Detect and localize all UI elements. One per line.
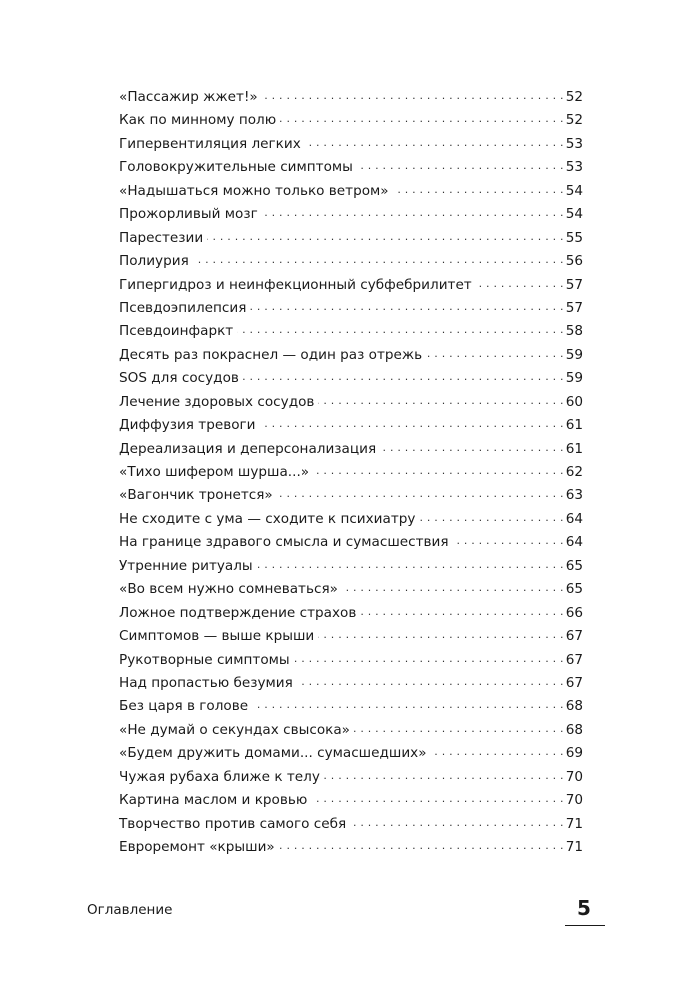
toc-entry bbox=[119, 625, 583, 648]
toc-entry-title: Дереализация и деперсонализация bbox=[119, 440, 377, 457]
toc-entry bbox=[119, 320, 583, 343]
toc-entry-page: 53 bbox=[565, 135, 583, 152]
toc-entry bbox=[119, 414, 583, 437]
toc-entry-page: 57 bbox=[565, 299, 583, 316]
toc-entry-title: Симптомов — выше крыши bbox=[119, 628, 315, 645]
toc-dot-leader bbox=[354, 724, 564, 734]
toc-entry-page: 52 bbox=[565, 112, 583, 129]
toc-dot-leader bbox=[250, 302, 563, 312]
toc-entry-page: 54 bbox=[565, 206, 583, 223]
toc-entry-title: Псевдоинфаркт bbox=[119, 323, 234, 340]
toc-entry bbox=[119, 367, 583, 390]
toc-entry-page: 57 bbox=[565, 276, 583, 293]
toc-entry-page: 62 bbox=[565, 464, 583, 480]
toc-entry bbox=[119, 649, 583, 672]
toc-entry-page: 65 bbox=[565, 581, 583, 598]
toc-entry bbox=[119, 86, 583, 109]
toc-entry-title: Как по минному полю bbox=[119, 112, 277, 129]
page-number-rule bbox=[565, 925, 605, 926]
toc-entry-page: 71 bbox=[565, 815, 583, 832]
toc-entry-title: «Надышаться можно только ветром» bbox=[119, 182, 389, 199]
toc-entry-page: 66 bbox=[565, 604, 583, 621]
toc-entry-page: 70 bbox=[565, 792, 583, 809]
toc-entry-title: Десять раз покраснел — один раз отрежь bbox=[119, 346, 423, 363]
toc-entry-title: Гипергидроз и неинфекционный субфебрилитет bbox=[119, 276, 472, 293]
toc-entry-page: 55 bbox=[565, 229, 583, 246]
toc-entry-title: «Тихо шифером шурша...» bbox=[119, 464, 310, 480]
toc-entry-title: Ложное подтверждение страхов bbox=[119, 604, 357, 621]
toc-entry-title: «Не думай о секундах свысока» bbox=[119, 721, 350, 738]
toc-entry bbox=[119, 484, 583, 507]
toc-entry bbox=[119, 274, 583, 297]
toc-entry bbox=[119, 578, 583, 601]
toc-entry-page: 68 bbox=[565, 698, 583, 715]
toc-entry-title: «Пассажир жжет!» bbox=[119, 89, 258, 105]
toc-dot-leader bbox=[318, 630, 563, 640]
toc-entry bbox=[119, 250, 583, 273]
toc-dot-leader bbox=[311, 794, 563, 804]
toc-entry-title: Чужая рубаха ближе к телу bbox=[119, 768, 320, 785]
toc-entry-page: 59 bbox=[565, 370, 583, 387]
toc-entry bbox=[119, 109, 583, 132]
toc-entry bbox=[119, 227, 583, 250]
toc-entry-title: SOS для сосудов bbox=[119, 370, 239, 387]
toc-entry-title: Евроремонт «крыши» bbox=[119, 839, 275, 855]
toc-entry-title: «Будем дружить домами... сумасшедших» bbox=[119, 745, 427, 762]
toc-entry bbox=[119, 156, 583, 179]
toc-entry-title: «Вагончик тронется» bbox=[119, 487, 273, 504]
toc-dot-leader bbox=[277, 489, 564, 499]
toc-entry bbox=[119, 813, 583, 836]
toc-dot-leader bbox=[257, 560, 564, 570]
toc-dot-leader bbox=[431, 747, 564, 757]
toc-dot-leader bbox=[237, 325, 563, 335]
toc-entry-title: Над пропастью безумия bbox=[119, 674, 293, 691]
toc-dot-leader bbox=[360, 607, 563, 617]
toc-entry-page: 53 bbox=[565, 159, 583, 176]
toc-entry bbox=[119, 742, 583, 765]
toc-dot-leader bbox=[342, 583, 564, 593]
toc-entry-title: Не сходите с ума — сходите к психиатру bbox=[119, 510, 416, 527]
toc-entry bbox=[119, 836, 583, 859]
toc-entry bbox=[119, 203, 583, 226]
toc-entry bbox=[119, 438, 583, 461]
toc-dot-leader bbox=[419, 513, 563, 523]
toc-dot-leader bbox=[297, 677, 564, 687]
toc-dot-leader bbox=[262, 208, 564, 218]
toc-entry bbox=[119, 508, 583, 531]
toc-dot-leader bbox=[324, 771, 564, 781]
toc-dot-leader bbox=[280, 114, 564, 124]
toc-dot-leader bbox=[357, 161, 564, 171]
toc-entry-page: 56 bbox=[565, 253, 583, 270]
toc-dot-leader bbox=[380, 443, 564, 453]
toc-entry-title: Картина маслом и кровью bbox=[119, 792, 308, 809]
toc-entry bbox=[119, 133, 583, 156]
toc-dot-leader bbox=[243, 372, 564, 382]
toc-entry-page: 67 bbox=[565, 674, 583, 691]
toc-entry-title: Диффузия тревоги bbox=[119, 417, 256, 434]
toc-entry-page: 60 bbox=[565, 393, 583, 410]
toc-entry-page: 67 bbox=[565, 628, 583, 645]
toc-entry-title: Прожорливый мозг bbox=[119, 206, 258, 223]
page-number: 5 bbox=[577, 896, 591, 920]
toc-entry-page: 71 bbox=[565, 839, 583, 855]
running-footer-title: Оглавление bbox=[87, 902, 173, 918]
toc-entry bbox=[119, 297, 583, 320]
table-of-contents bbox=[119, 86, 583, 859]
toc-entry bbox=[119, 180, 583, 203]
toc-dot-leader bbox=[453, 536, 564, 546]
toc-entry bbox=[119, 391, 583, 414]
toc-entry-title: Парестезии bbox=[119, 229, 204, 246]
toc-entry-title: «Во всем нужно сомневаться» bbox=[119, 581, 338, 598]
toc-entry-page: 64 bbox=[565, 510, 583, 527]
toc-entry bbox=[119, 602, 583, 625]
toc-entry-title: Творчество против самого себя bbox=[119, 815, 347, 832]
toc-entry bbox=[119, 461, 583, 484]
toc-dot-leader bbox=[262, 91, 564, 101]
toc-entry-page: 65 bbox=[565, 557, 583, 574]
toc-entry-page: 70 bbox=[565, 768, 583, 785]
toc-entry-page: 61 bbox=[565, 440, 583, 457]
toc-dot-leader bbox=[393, 185, 564, 195]
toc-entry bbox=[119, 344, 583, 367]
toc-dot-leader bbox=[279, 841, 564, 851]
toc-entry-page: 69 bbox=[565, 745, 583, 762]
toc-dot-leader bbox=[260, 419, 564, 429]
toc-dot-leader bbox=[207, 232, 563, 242]
toc-dot-leader bbox=[426, 349, 564, 359]
toc-dot-leader bbox=[252, 700, 564, 710]
toc-dot-leader bbox=[294, 654, 564, 664]
toc-dot-leader bbox=[350, 818, 564, 828]
toc-entry bbox=[119, 531, 583, 554]
toc-entry-title: Псевдоэпилепсия bbox=[119, 299, 247, 316]
toc-entry-title: Без царя в голове bbox=[119, 698, 249, 715]
toc-entry-page: 63 bbox=[565, 487, 583, 504]
toc-entry-title: Головокружительные симптомы bbox=[119, 159, 353, 176]
toc-dot-leader bbox=[193, 255, 564, 265]
toc-entry-page: 58 bbox=[565, 323, 583, 340]
toc-dot-leader bbox=[313, 466, 564, 476]
toc-entry-page: 61 bbox=[565, 417, 583, 434]
toc-entry bbox=[119, 695, 583, 718]
toc-dot-leader bbox=[305, 138, 564, 148]
toc-entry-title: Лечение здоровых сосудов bbox=[119, 393, 315, 410]
toc-entry-title: Гипервентиляция легких bbox=[119, 135, 301, 152]
toc-entry-title: На границе здравого смысла и сумасшествия bbox=[119, 534, 449, 551]
toc-entry-title: Полиурия bbox=[119, 253, 189, 270]
toc-entry-page: 67 bbox=[565, 651, 583, 668]
toc-entry bbox=[119, 555, 583, 578]
toc-entry bbox=[119, 789, 583, 812]
toc-entry-title: Утренние ритуалы bbox=[119, 557, 253, 574]
toc-dot-leader bbox=[476, 279, 564, 289]
toc-entry-title: Рукотворные симптомы bbox=[119, 651, 290, 668]
toc-entry-page: 59 bbox=[565, 346, 583, 363]
toc-entry bbox=[119, 719, 583, 742]
toc-entry bbox=[119, 766, 583, 789]
toc-entry-page: 68 bbox=[565, 721, 583, 738]
toc-entry bbox=[119, 672, 583, 695]
toc-dot-leader bbox=[318, 396, 563, 406]
toc-entry-page: 64 bbox=[565, 534, 583, 551]
toc-entry-page: 52 bbox=[565, 89, 583, 105]
toc-entry-page: 54 bbox=[565, 182, 583, 199]
